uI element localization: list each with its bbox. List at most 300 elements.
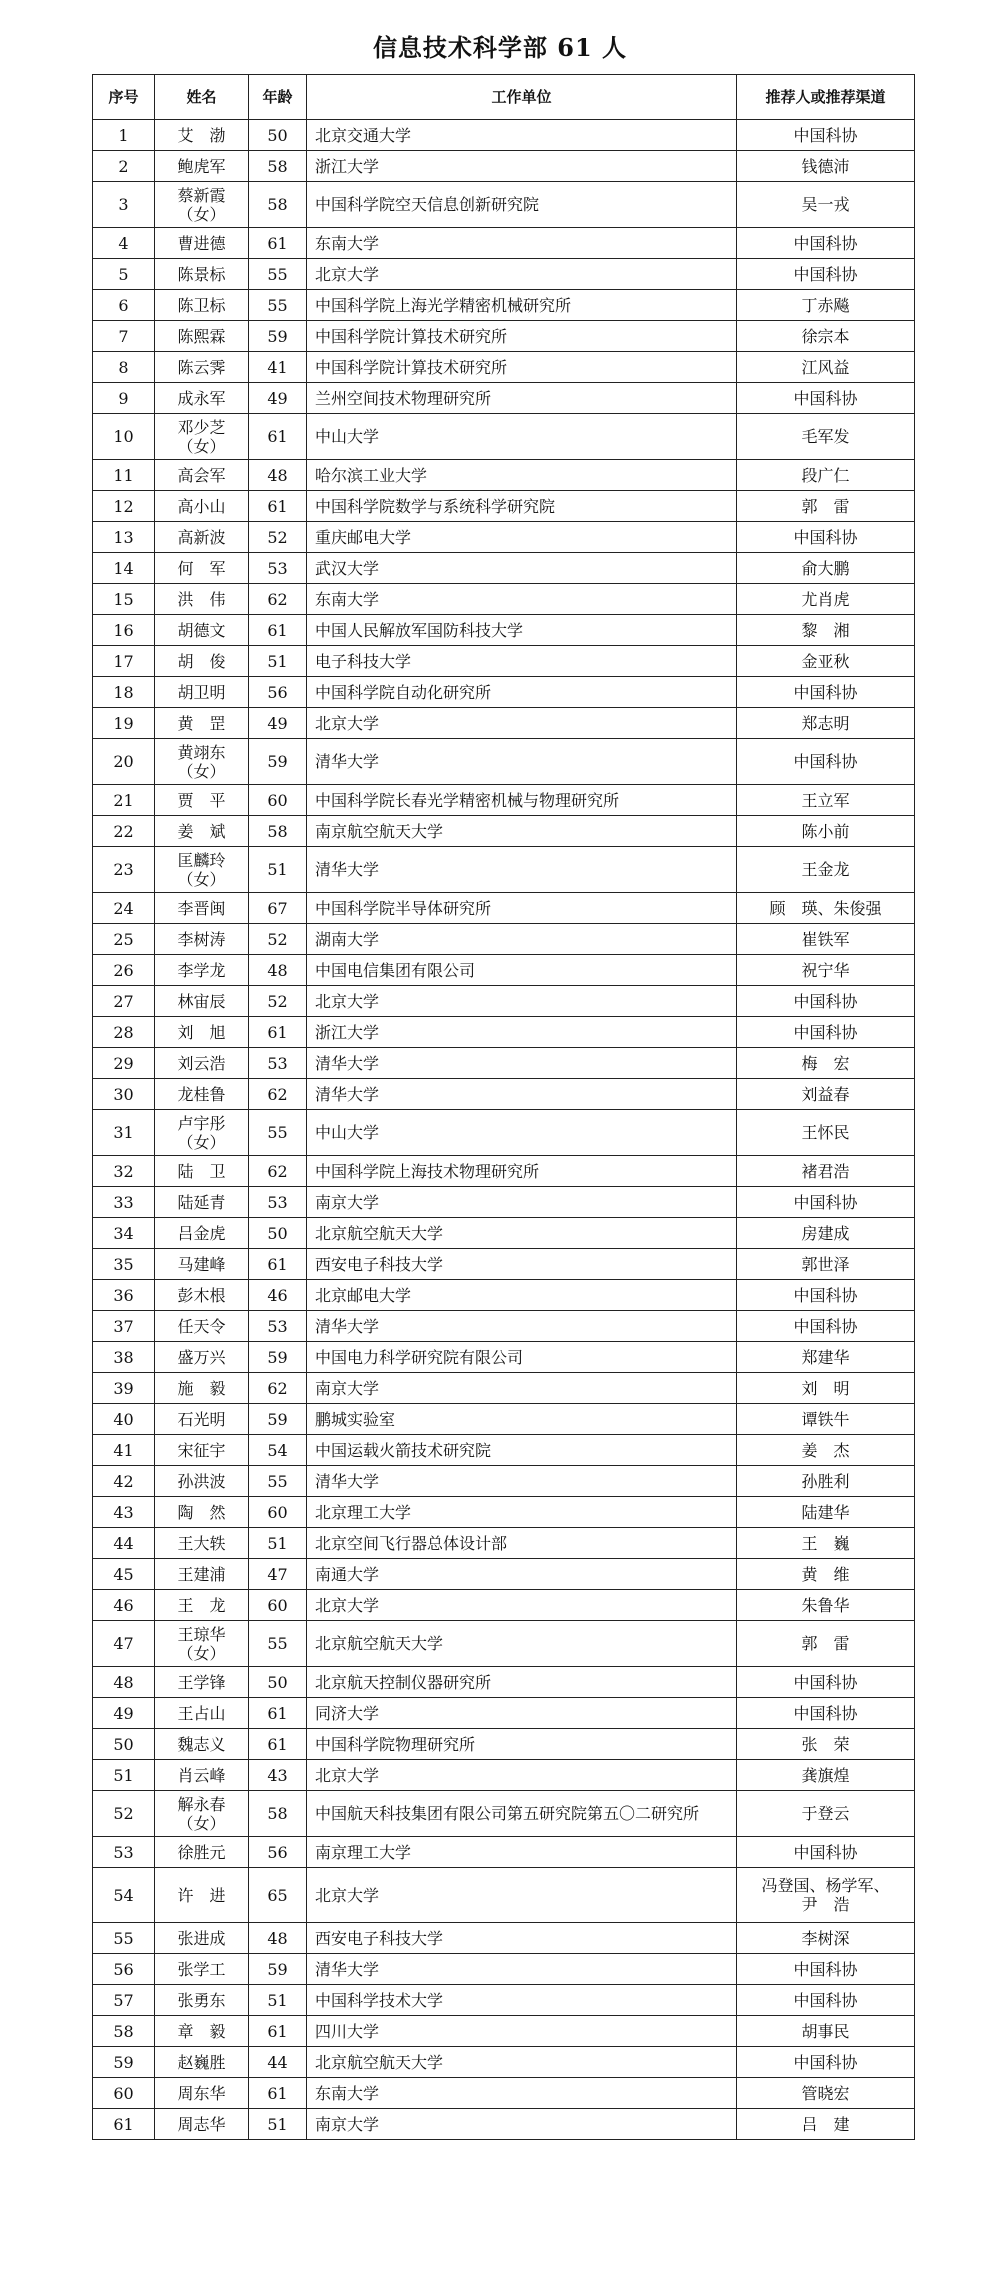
cell-name: 王大轶 — [155, 1528, 249, 1559]
cell-index: 2 — [93, 151, 155, 182]
cell-index: 6 — [93, 290, 155, 321]
cell-age: 53 — [249, 1311, 307, 1342]
cell-index: 52 — [93, 1791, 155, 1837]
table-row — [93, 584, 915, 615]
cell-index: 21 — [93, 785, 155, 816]
table-row — [93, 1954, 915, 1985]
cell-unit: 北京航天控制仪器研究所 — [307, 1667, 737, 1698]
cell-age: 61 — [249, 228, 307, 259]
cell-age: 67 — [249, 893, 307, 924]
cell-unit: 清华大学 — [307, 1954, 737, 1985]
cell-recommender: 陆建华 — [737, 1497, 915, 1528]
cell-name: 陆 卫 — [155, 1156, 249, 1187]
cell-unit: 南京大学 — [307, 1373, 737, 1404]
cell-index: 56 — [93, 1954, 155, 1985]
cell-unit: 哈尔滨工业大学 — [307, 460, 737, 491]
cell-index: 15 — [93, 584, 155, 615]
cell-unit: 中国运载火箭技术研究院 — [307, 1435, 737, 1466]
cell-recommender: 冯登国、杨学军、 尹 浩 — [737, 1868, 915, 1923]
cell-index: 42 — [93, 1466, 155, 1497]
cell-index: 54 — [93, 1868, 155, 1923]
header-name: 姓名 — [155, 75, 249, 120]
cell-age: 58 — [249, 151, 307, 182]
cell-unit: 北京航空航天大学 — [307, 2047, 737, 2078]
cell-age: 58 — [249, 816, 307, 847]
cell-recommender: 中国科协 — [737, 259, 915, 290]
cell-recommender: 梅 宏 — [737, 1048, 915, 1079]
cell-recommender: 中国科协 — [737, 1954, 915, 1985]
cell-name: 邓少芝 （女） — [155, 414, 249, 460]
cell-unit: 中山大学 — [307, 414, 737, 460]
members-table — [92, 74, 915, 2140]
cell-name: 王琼华 （女） — [155, 1621, 249, 1667]
cell-name: 张学工 — [155, 1954, 249, 1985]
cell-index: 39 — [93, 1373, 155, 1404]
cell-recommender: 段广仁 — [737, 460, 915, 491]
cell-age: 62 — [249, 1079, 307, 1110]
cell-recommender: 中国科协 — [737, 1985, 915, 2016]
cell-unit: 清华大学 — [307, 1079, 737, 1110]
cell-index: 25 — [93, 924, 155, 955]
cell-name: 盛万兴 — [155, 1342, 249, 1373]
cell-name: 王学锋 — [155, 1667, 249, 1698]
cell-index: 28 — [93, 1017, 155, 1048]
cell-recommender: 中国科协 — [737, 1667, 915, 1698]
cell-unit: 北京邮电大学 — [307, 1280, 737, 1311]
table-row — [93, 259, 915, 290]
table-row — [93, 1698, 915, 1729]
cell-unit: 中国电力科学研究院有限公司 — [307, 1342, 737, 1373]
cell-unit: 浙江大学 — [307, 151, 737, 182]
cell-name: 何 军 — [155, 553, 249, 584]
cell-index: 12 — [93, 491, 155, 522]
cell-recommender: 黄 维 — [737, 1559, 915, 1590]
cell-age: 47 — [249, 1559, 307, 1590]
cell-age: 56 — [249, 677, 307, 708]
cell-age: 55 — [249, 1466, 307, 1497]
cell-age: 53 — [249, 553, 307, 584]
cell-age: 55 — [249, 1621, 307, 1667]
cell-index: 37 — [93, 1311, 155, 1342]
cell-index: 41 — [93, 1435, 155, 1466]
cell-name: 胡德文 — [155, 615, 249, 646]
cell-age: 52 — [249, 986, 307, 1017]
cell-index: 49 — [93, 1698, 155, 1729]
cell-age: 60 — [249, 1497, 307, 1528]
cell-index: 16 — [93, 615, 155, 646]
cell-recommender: 中国科协 — [737, 986, 915, 1017]
cell-name: 施 毅 — [155, 1373, 249, 1404]
cell-index: 57 — [93, 1985, 155, 2016]
cell-unit: 鹏城实验室 — [307, 1404, 737, 1435]
cell-unit: 清华大学 — [307, 1048, 737, 1079]
cell-unit: 北京大学 — [307, 986, 737, 1017]
cell-unit: 中国科学院上海光学精密机械研究所 — [307, 290, 737, 321]
cell-age: 59 — [249, 1342, 307, 1373]
cell-unit: 中国科学技术大学 — [307, 1985, 737, 2016]
cell-unit: 中国科学院自动化研究所 — [307, 677, 737, 708]
table-row — [93, 1528, 915, 1559]
cell-name: 刘 旭 — [155, 1017, 249, 1048]
cell-unit: 浙江大学 — [307, 1017, 737, 1048]
cell-unit: 中国科学院计算技术研究所 — [307, 321, 737, 352]
cell-name: 宋征宇 — [155, 1435, 249, 1466]
cell-recommender: 中国科协 — [737, 1698, 915, 1729]
cell-name: 黄 罡 — [155, 708, 249, 739]
cell-unit: 中国科学院空天信息创新研究院 — [307, 182, 737, 228]
cell-age: 61 — [249, 2016, 307, 2047]
cell-age: 61 — [249, 1017, 307, 1048]
table-row — [93, 1404, 915, 1435]
cell-unit: 西安电子科技大学 — [307, 1923, 737, 1954]
cell-name: 魏志义 — [155, 1729, 249, 1760]
cell-index: 5 — [93, 259, 155, 290]
cell-recommender: 中国科协 — [737, 383, 915, 414]
table-row — [93, 1373, 915, 1404]
cell-index: 60 — [93, 2078, 155, 2109]
cell-name: 成永军 — [155, 383, 249, 414]
cell-name: 蔡新霞 （女） — [155, 182, 249, 228]
cell-age: 46 — [249, 1280, 307, 1311]
cell-age: 53 — [249, 1048, 307, 1079]
cell-unit: 清华大学 — [307, 1466, 737, 1497]
cell-name: 高会军 — [155, 460, 249, 491]
cell-unit: 清华大学 — [307, 739, 737, 785]
cell-recommender: 中国科协 — [737, 1837, 915, 1868]
cell-name: 彭木根 — [155, 1280, 249, 1311]
cell-unit: 东南大学 — [307, 228, 737, 259]
cell-age: 48 — [249, 1923, 307, 1954]
cell-unit: 中国科学院数学与系统科学研究院 — [307, 491, 737, 522]
cell-index: 4 — [93, 228, 155, 259]
cell-unit: 中山大学 — [307, 1110, 737, 1156]
cell-recommender: 俞大鹏 — [737, 553, 915, 584]
table-row — [93, 1729, 915, 1760]
cell-name: 曹进德 — [155, 228, 249, 259]
cell-name: 石光明 — [155, 1404, 249, 1435]
cell-recommender: 崔铁军 — [737, 924, 915, 955]
cell-name: 胡卫明 — [155, 677, 249, 708]
cell-name: 章 毅 — [155, 2016, 249, 2047]
cell-recommender: 金亚秋 — [737, 646, 915, 677]
cell-unit: 中国航天科技集团有限公司第五研究院第五〇二研究所 — [307, 1791, 737, 1837]
table-row — [93, 893, 915, 924]
table-row — [93, 1667, 915, 1698]
cell-name: 艾 渤 — [155, 120, 249, 151]
cell-index: 11 — [93, 460, 155, 491]
cell-age: 51 — [249, 1528, 307, 1559]
cell-name: 姜 斌 — [155, 816, 249, 847]
cell-recommender: 黎 湘 — [737, 615, 915, 646]
cell-unit: 中国人民解放军国防科技大学 — [307, 615, 737, 646]
cell-unit: 同济大学 — [307, 1698, 737, 1729]
cell-recommender: 李树深 — [737, 1923, 915, 1954]
cell-index: 32 — [93, 1156, 155, 1187]
cell-recommender: 中国科协 — [737, 120, 915, 151]
cell-index: 61 — [93, 2109, 155, 2140]
cell-index: 44 — [93, 1528, 155, 1559]
table-row — [93, 2047, 915, 2078]
cell-recommender: 郭 雷 — [737, 1621, 915, 1667]
cell-unit: 南京理工大学 — [307, 1837, 737, 1868]
cell-unit: 电子科技大学 — [307, 646, 737, 677]
table-row — [93, 1311, 915, 1342]
cell-age: 61 — [249, 2078, 307, 2109]
cell-name: 周志华 — [155, 2109, 249, 2140]
cell-index: 30 — [93, 1079, 155, 1110]
cell-age: 58 — [249, 1791, 307, 1837]
cell-index: 31 — [93, 1110, 155, 1156]
table-row — [93, 1837, 915, 1868]
cell-recommender: 郑志明 — [737, 708, 915, 739]
cell-age: 48 — [249, 955, 307, 986]
cell-age: 62 — [249, 1373, 307, 1404]
cell-unit: 北京大学 — [307, 1760, 737, 1791]
cell-recommender: 于登云 — [737, 1791, 915, 1837]
cell-age: 61 — [249, 1729, 307, 1760]
cell-index: 1 — [93, 120, 155, 151]
table-row — [93, 1791, 915, 1837]
cell-index: 9 — [93, 383, 155, 414]
cell-index: 26 — [93, 955, 155, 986]
cell-unit: 武汉大学 — [307, 553, 737, 584]
table-row — [93, 1218, 915, 1249]
cell-unit: 南通大学 — [307, 1559, 737, 1590]
cell-age: 50 — [249, 1218, 307, 1249]
table-row — [93, 1868, 915, 1923]
cell-name: 周东华 — [155, 2078, 249, 2109]
cell-index: 51 — [93, 1760, 155, 1791]
cell-recommender: 郑建华 — [737, 1342, 915, 1373]
table-row — [93, 924, 915, 955]
table-row — [93, 414, 915, 460]
cell-age: 55 — [249, 259, 307, 290]
table-row — [93, 1048, 915, 1079]
cell-unit: 北京大学 — [307, 708, 737, 739]
table-row — [93, 1187, 915, 1218]
cell-unit: 北京理工大学 — [307, 1497, 737, 1528]
table-row — [93, 522, 915, 553]
table-row — [93, 1079, 915, 1110]
cell-age: 55 — [249, 290, 307, 321]
cell-age: 59 — [249, 1954, 307, 1985]
table-row — [93, 1559, 915, 1590]
cell-index: 22 — [93, 816, 155, 847]
table-row — [93, 2016, 915, 2047]
cell-recommender: 中国科协 — [737, 228, 915, 259]
cell-unit: 中国科学院长春光学精密机械与物理研究所 — [307, 785, 737, 816]
table-row — [93, 1017, 915, 1048]
cell-name: 李学龙 — [155, 955, 249, 986]
cell-age: 62 — [249, 1156, 307, 1187]
cell-recommender: 孙胜利 — [737, 1466, 915, 1497]
cell-unit: 中国电信集团有限公司 — [307, 955, 737, 986]
table-row — [93, 1590, 915, 1621]
cell-name: 卢宇彤 （女） — [155, 1110, 249, 1156]
cell-unit: 湖南大学 — [307, 924, 737, 955]
table-row — [93, 2078, 915, 2109]
cell-recommender: 中国科协 — [737, 677, 915, 708]
cell-index: 19 — [93, 708, 155, 739]
cell-recommender: 房建成 — [737, 1218, 915, 1249]
cell-age: 50 — [249, 1667, 307, 1698]
cell-index: 40 — [93, 1404, 155, 1435]
cell-name: 陈熙霖 — [155, 321, 249, 352]
header-unit: 工作单位 — [307, 75, 737, 120]
cell-index: 13 — [93, 522, 155, 553]
table-row — [93, 847, 915, 893]
cell-index: 45 — [93, 1559, 155, 1590]
cell-recommender: 中国科协 — [737, 1280, 915, 1311]
cell-age: 49 — [249, 708, 307, 739]
cell-unit: 中国科学院计算技术研究所 — [307, 352, 737, 383]
cell-age: 59 — [249, 1404, 307, 1435]
cell-age: 51 — [249, 646, 307, 677]
table-row — [93, 290, 915, 321]
table-row — [93, 615, 915, 646]
cell-index: 20 — [93, 739, 155, 785]
cell-recommender: 中国科协 — [737, 739, 915, 785]
table-row — [93, 1342, 915, 1373]
cell-index: 47 — [93, 1621, 155, 1667]
cell-age: 52 — [249, 522, 307, 553]
cell-name: 陈卫标 — [155, 290, 249, 321]
cell-recommender: 郭 雷 — [737, 491, 915, 522]
table-row — [93, 708, 915, 739]
cell-age: 65 — [249, 1868, 307, 1923]
cell-name: 李晋闽 — [155, 893, 249, 924]
table-row — [93, 491, 915, 522]
cell-unit: 重庆邮电大学 — [307, 522, 737, 553]
cell-age: 51 — [249, 2109, 307, 2140]
cell-recommender: 刘益春 — [737, 1079, 915, 1110]
cell-recommender: 吴一戎 — [737, 182, 915, 228]
cell-name: 李树涛 — [155, 924, 249, 955]
cell-unit: 北京航空航天大学 — [307, 1218, 737, 1249]
table-row — [93, 1621, 915, 1667]
cell-name: 孙洪波 — [155, 1466, 249, 1497]
cell-index: 14 — [93, 553, 155, 584]
cell-name: 吕金虎 — [155, 1218, 249, 1249]
table-header-row — [93, 75, 915, 120]
cell-unit: 北京航空航天大学 — [307, 1621, 737, 1667]
cell-index: 53 — [93, 1837, 155, 1868]
cell-index: 17 — [93, 646, 155, 677]
cell-name: 许 进 — [155, 1868, 249, 1923]
cell-unit: 清华大学 — [307, 1311, 737, 1342]
cell-recommender: 王怀民 — [737, 1110, 915, 1156]
cell-age: 60 — [249, 785, 307, 816]
table-row — [93, 460, 915, 491]
cell-name: 王占山 — [155, 1698, 249, 1729]
cell-unit: 南京大学 — [307, 1187, 737, 1218]
table-row — [93, 553, 915, 584]
cell-index: 38 — [93, 1342, 155, 1373]
cell-recommender: 胡事民 — [737, 2016, 915, 2047]
cell-recommender: 毛军发 — [737, 414, 915, 460]
cell-age: 43 — [249, 1760, 307, 1791]
cell-name: 林宙辰 — [155, 986, 249, 1017]
table-row — [93, 1249, 915, 1280]
table-row — [93, 383, 915, 414]
cell-recommender: 吕 建 — [737, 2109, 915, 2140]
cell-unit: 北京大学 — [307, 1590, 737, 1621]
cell-recommender: 郭世泽 — [737, 1249, 915, 1280]
cell-recommender: 朱鲁华 — [737, 1590, 915, 1621]
cell-name: 马建峰 — [155, 1249, 249, 1280]
cell-index: 46 — [93, 1590, 155, 1621]
cell-recommender: 祝宁华 — [737, 955, 915, 986]
cell-age: 61 — [249, 1249, 307, 1280]
cell-unit: 北京大学 — [307, 259, 737, 290]
table-row — [93, 1985, 915, 2016]
cell-name: 赵巍胜 — [155, 2047, 249, 2078]
cell-index: 27 — [93, 986, 155, 1017]
cell-index: 35 — [93, 1249, 155, 1280]
table-body — [93, 120, 915, 2140]
cell-age: 61 — [249, 615, 307, 646]
cell-index: 36 — [93, 1280, 155, 1311]
cell-age: 49 — [249, 383, 307, 414]
table-row — [93, 1110, 915, 1156]
cell-unit: 中国科学院半导体研究所 — [307, 893, 737, 924]
cell-recommender: 张 荣 — [737, 1729, 915, 1760]
cell-recommender: 钱德沛 — [737, 151, 915, 182]
cell-unit: 东南大学 — [307, 2078, 737, 2109]
table-row — [93, 1497, 915, 1528]
cell-recommender: 龚旗煌 — [737, 1760, 915, 1791]
cell-age: 44 — [249, 2047, 307, 2078]
cell-index: 29 — [93, 1048, 155, 1079]
cell-index: 34 — [93, 1218, 155, 1249]
cell-age: 61 — [249, 1698, 307, 1729]
cell-age: 53 — [249, 1187, 307, 1218]
cell-unit: 北京空间飞行器总体设计部 — [307, 1528, 737, 1559]
cell-name: 任天令 — [155, 1311, 249, 1342]
cell-unit: 中国科学院物理研究所 — [307, 1729, 737, 1760]
cell-index: 59 — [93, 2047, 155, 2078]
cell-age: 61 — [249, 491, 307, 522]
cell-index: 7 — [93, 321, 155, 352]
cell-name: 黄翊东 （女） — [155, 739, 249, 785]
cell-age: 59 — [249, 739, 307, 785]
table-row — [93, 321, 915, 352]
cell-age: 41 — [249, 352, 307, 383]
cell-index: 58 — [93, 2016, 155, 2047]
cell-recommender: 顾 瑛、朱俊强 — [737, 893, 915, 924]
cell-name: 鲍虎军 — [155, 151, 249, 182]
cell-recommender: 徐宗本 — [737, 321, 915, 352]
cell-recommender: 谭铁牛 — [737, 1404, 915, 1435]
cell-recommender: 陈小前 — [737, 816, 915, 847]
cell-recommender: 褚君浩 — [737, 1156, 915, 1187]
header-age: 年龄 — [249, 75, 307, 120]
table-row — [93, 1466, 915, 1497]
cell-recommender: 中国科协 — [737, 522, 915, 553]
cell-unit: 兰州空间技术物理研究所 — [307, 383, 737, 414]
cell-age: 52 — [249, 924, 307, 955]
cell-unit: 北京大学 — [307, 1868, 737, 1923]
table-row — [93, 739, 915, 785]
cell-index: 10 — [93, 414, 155, 460]
cell-recommender: 王立军 — [737, 785, 915, 816]
cell-index: 50 — [93, 1729, 155, 1760]
cell-index: 23 — [93, 847, 155, 893]
table-row — [93, 1760, 915, 1791]
cell-recommender: 姜 杰 — [737, 1435, 915, 1466]
cell-age: 62 — [249, 584, 307, 615]
cell-name: 徐胜元 — [155, 1837, 249, 1868]
